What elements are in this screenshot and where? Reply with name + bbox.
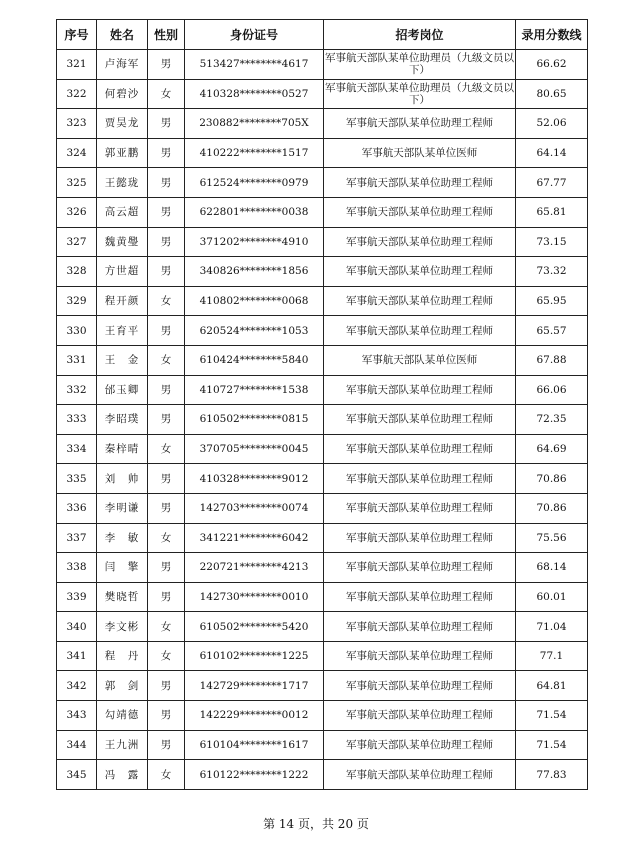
table-row [57,227,588,257]
admission-table [56,19,588,790]
cell-gender: 女 [148,523,185,553]
cell-score: 77.83 [516,760,588,790]
cell-gender: 男 [148,730,185,760]
cell-seq: 326 [57,197,97,227]
cell-gender: 女 [148,79,185,109]
table-row [57,671,588,701]
cell-seq: 340 [57,612,97,642]
cell-gender: 男 [148,701,185,731]
cell-gender: 男 [148,316,185,346]
cell-id-number: 410328********0527 [185,79,324,109]
cell-id-number: 410727********1538 [185,375,324,405]
cell-name: 李 敏 [97,523,148,553]
cell-name: 秦梓晴 [97,434,148,464]
cell-id-number: 622801********0038 [185,197,324,227]
cell-score: 68.14 [516,553,588,583]
cell-name: 李昭璞 [97,405,148,435]
cell-post: 军事航天部队某单位助理工程师 [324,227,516,257]
table-row [57,316,588,346]
cell-score: 66.62 [516,50,588,80]
header-gender: 性别 [148,20,185,50]
cell-post: 军事航天部队某单位助理工程师 [324,464,516,494]
table-row [57,612,588,642]
cell-seq: 336 [57,493,97,523]
cell-gender: 男 [148,553,185,583]
cell-seq: 333 [57,405,97,435]
cell-gender: 男 [148,138,185,168]
cell-seq: 344 [57,730,97,760]
cell-id-number: 513427********4617 [185,50,324,80]
cell-name: 高云超 [97,197,148,227]
cell-gender: 男 [148,109,185,139]
cell-post: 军事航天部队某单位医师 [324,345,516,375]
cell-gender: 女 [148,612,185,642]
cell-gender: 男 [148,227,185,257]
cell-gender: 男 [148,464,185,494]
table-row [57,138,588,168]
table-row [57,405,588,435]
table-row [57,109,588,139]
table-row [57,582,588,612]
cell-seq: 331 [57,345,97,375]
cell-id-number: 612524********0979 [185,168,324,198]
cell-id-number: 220721********4213 [185,553,324,583]
cell-score: 65.95 [516,286,588,316]
cell-post: 军事航天部队某单位助理工程师 [324,109,516,139]
cell-name: 王育平 [97,316,148,346]
cell-name: 李文彬 [97,612,148,642]
header-row [57,20,588,50]
table-row [57,286,588,316]
cell-id-number: 610502********0815 [185,405,324,435]
cell-seq: 324 [57,138,97,168]
table-row [57,464,588,494]
cell-gender: 女 [148,760,185,790]
cell-gender: 男 [148,405,185,435]
table-row [57,50,588,80]
cell-score: 72.35 [516,405,588,435]
cell-name: 邰玉卿 [97,375,148,405]
cell-name: 闫 擎 [97,553,148,583]
table-row [57,730,588,760]
table-header [57,20,588,50]
cell-seq: 337 [57,523,97,553]
cell-id-number: 142229********0012 [185,701,324,731]
cell-id-number: 230882********705X [185,109,324,139]
table-body [57,50,588,790]
cell-gender: 男 [148,168,185,198]
table-row [57,701,588,731]
cell-gender: 男 [148,197,185,227]
cell-seq: 332 [57,375,97,405]
cell-id-number: 610102********1225 [185,641,324,671]
cell-score: 52.06 [516,109,588,139]
cell-post: 军事航天部队某单位助理工程师 [324,434,516,464]
table-row [57,197,588,227]
cell-name: 郭亚鹏 [97,138,148,168]
cell-id-number: 370705********0045 [185,434,324,464]
cell-name: 王九洲 [97,730,148,760]
cell-score: 65.81 [516,197,588,227]
cell-post: 军事航天部队某单位助理工程师 [324,286,516,316]
cell-seq: 328 [57,257,97,287]
cell-post: 军事航天部队某单位助理工程师 [324,641,516,671]
cell-name: 樊晓哲 [97,582,148,612]
header-score: 录用分数线 [516,20,588,50]
cell-post: 军事航天部队某单位助理工程师 [324,405,516,435]
cell-post: 军事航天部队某单位助理工程师 [324,316,516,346]
cell-id-number: 610502********5420 [185,612,324,642]
cell-id-number: 142729********1717 [185,671,324,701]
cell-id-number: 410222********1517 [185,138,324,168]
cell-gender: 男 [148,50,185,80]
cell-post: 军事航天部队某单位助理工程师 [324,197,516,227]
cell-name: 何碧沙 [97,79,148,109]
table-row [57,375,588,405]
table-row [57,493,588,523]
cell-seq: 335 [57,464,97,494]
cell-name: 刘 帅 [97,464,148,494]
cell-id-number: 610122********1222 [185,760,324,790]
table-row [57,641,588,671]
header-name: 姓名 [97,20,148,50]
cell-post: 军事航天部队某单位助理工程师 [324,701,516,731]
cell-name: 勾靖德 [97,701,148,731]
cell-seq: 334 [57,434,97,464]
cell-post: 军事航天部队某单位助理工程师 [324,671,516,701]
cell-seq: 343 [57,701,97,731]
cell-score: 66.06 [516,375,588,405]
cell-score: 67.77 [516,168,588,198]
cell-id-number: 410328********9012 [185,464,324,494]
cell-score: 71.54 [516,730,588,760]
cell-gender: 男 [148,671,185,701]
cell-score: 80.65 [516,79,588,109]
cell-seq: 345 [57,760,97,790]
table-row [57,434,588,464]
cell-post: 军事航天部队某单位助理工程师 [324,375,516,405]
cell-score: 71.04 [516,612,588,642]
cell-seq: 342 [57,671,97,701]
cell-score: 73.15 [516,227,588,257]
cell-gender: 男 [148,257,185,287]
cell-seq: 338 [57,553,97,583]
cell-seq: 339 [57,582,97,612]
cell-post: 军事航天部队某单位助理工程师 [324,760,516,790]
page-footer: 第 14 页，共 20 页 [263,817,369,831]
cell-name: 程开颜 [97,286,148,316]
cell-name: 方世超 [97,257,148,287]
cell-id-number: 341221********6042 [185,523,324,553]
cell-score: 71.54 [516,701,588,731]
cell-score: 77.1 [516,641,588,671]
cell-score: 75.56 [516,523,588,553]
table-row [57,523,588,553]
cell-gender: 男 [148,582,185,612]
cell-gender: 女 [148,345,185,375]
cell-post: 军事航天部队某单位助理工程师 [324,523,516,553]
table-row [57,79,588,109]
cell-post: 军事航天部队某单位助理工程师 [324,493,516,523]
cell-seq: 330 [57,316,97,346]
cell-post: 军事航天部队某单位助理工程师 [324,257,516,287]
cell-gender: 男 [148,375,185,405]
cell-name: 贾昊龙 [97,109,148,139]
cell-seq: 341 [57,641,97,671]
cell-post: 军事航天部队某单位助理员（九级文员以下） [324,50,516,80]
table-row [57,168,588,198]
cell-name: 王懿珑 [97,168,148,198]
cell-score: 64.81 [516,671,588,701]
cell-score: 67.88 [516,345,588,375]
cell-name: 卢海军 [97,50,148,80]
cell-seq: 329 [57,286,97,316]
cell-name: 魏黄璺 [97,227,148,257]
cell-seq: 327 [57,227,97,257]
cell-id-number: 610424********5840 [185,345,324,375]
cell-gender: 女 [148,286,185,316]
cell-post: 军事航天部队某单位助理工程师 [324,553,516,583]
cell-id-number: 610104********1617 [185,730,324,760]
cell-id-number: 142703********0074 [185,493,324,523]
cell-post: 军事航天部队某单位助理员（九级文员以下） [324,79,516,109]
cell-post: 军事航天部队某单位助理工程师 [324,168,516,198]
cell-post: 军事航天部队某单位助理工程师 [324,612,516,642]
cell-score: 60.01 [516,582,588,612]
cell-id-number: 371202********4910 [185,227,324,257]
cell-post: 军事航天部队某单位助理工程师 [324,730,516,760]
header-id: 身份证号 [185,20,324,50]
cell-score: 73.32 [516,257,588,287]
header-seq: 序号 [57,20,97,50]
cell-name: 冯 露 [97,760,148,790]
cell-gender: 女 [148,434,185,464]
cell-post: 军事航天部队某单位医师 [324,138,516,168]
cell-score: 70.86 [516,493,588,523]
cell-score: 64.69 [516,434,588,464]
cell-id-number: 340826********1856 [185,257,324,287]
cell-name: 王 金 [97,345,148,375]
cell-seq: 323 [57,109,97,139]
table-row [57,760,588,790]
cell-id-number: 620524********1053 [185,316,324,346]
cell-gender: 男 [148,493,185,523]
cell-score: 70.86 [516,464,588,494]
cell-score: 64.14 [516,138,588,168]
table-row [57,345,588,375]
cell-name: 郭 剑 [97,671,148,701]
header-post: 招考岗位 [324,20,516,50]
cell-post: 军事航天部队某单位助理工程师 [324,582,516,612]
cell-id-number: 142730********0010 [185,582,324,612]
table-row [57,257,588,287]
cell-id-number: 410802********0068 [185,286,324,316]
cell-score: 65.57 [516,316,588,346]
cell-seq: 321 [57,50,97,80]
cell-name: 程 丹 [97,641,148,671]
table-row [57,553,588,583]
cell-name: 李明谦 [97,493,148,523]
cell-seq: 322 [57,79,97,109]
cell-gender: 女 [148,641,185,671]
cell-seq: 325 [57,168,97,198]
